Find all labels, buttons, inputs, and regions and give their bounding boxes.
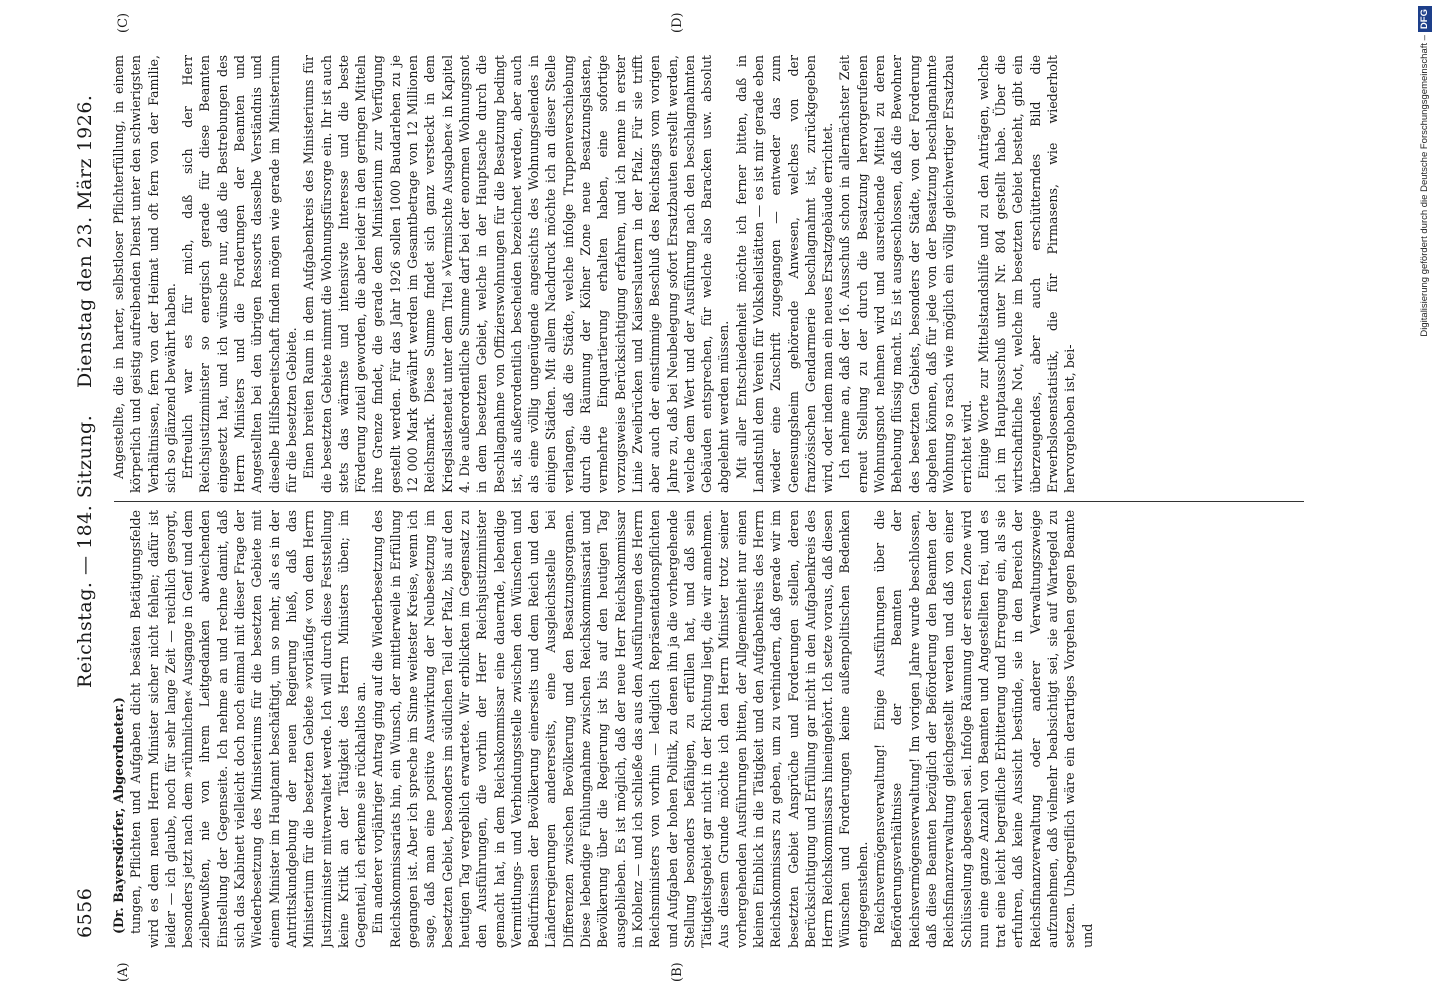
digitization-watermark — [1418, 6, 1432, 398]
paragraph: Einige Worte zur Mittelstandshilfe und zu den Anträgen, welche ich im Hauptausschuß unter Nr. 804 gestellt habe. Über die wirtschaftliche Not, welche im besetzten Gebiet besteht, gibt ein überzeugendes, aber auch erschütterndes Bild die Erwerbslosenstatistik, die für Pirmasens, wie wiederholt hervorgehoben ist, bei- — [975, 55, 1078, 493]
running-title: Reichstag. — 184. Sitzung. — [74, 414, 96, 688]
page-header — [70, 48, 100, 948]
right-column — [110, 55, 1310, 493]
paragraph: Einen breiten Raum in dem Aufgabenkreis des Ministeriums für die besetzten Gebiete nimmt die Wohnungsfürsorge ein. Ihr ist auch stets das wärmste und intensivste Interesse und die beste Förderung zuteil geworden, die aber leider in den geringen Mitteln ihre Grenze findet, die gerade dem Ministerium zur Verfügung gestellt werden. Für das Jahr 1926 sollen 1000 Baudarlehen zu je 12 000 Mark gewährt werden im Gesamtbetrage von 12 Millionen Reichsmark. Diese Summe findet sich ganz versteckt in dem Kriegslastenetat unter dem Titel »Vermischte Ausgaben« in Kapitel 4. Die außerordentliche Summe darf bei der enormen Wohnungsnot in dem besetzten Gebiet, welche in der Hauptsache durch die Beschlagnahme von Offizierswohnungen für die Besatzung bedingt ist, als außerordentlich bescheiden bezeichnet werden, aber auch als eine völlig ungenügende angesichts des Wohnungselendes in einigen Städten. Mit allem Nachdruck möchte ich an dieser Stelle verlangen, daß die Städte, welche infolge Truppenverschiebung durch die Räumung der Kölner Zone neue Besatzungslasten, vermehrte Einquartierung erhalten haben, eine sofortige vorzugsweise Berücksichtigung erfahren, und ich nenne in erster Linie Zweibrücken und Kaiserslautern in der Pfalz. Für sie trifft aber auch der einstimmige Beschluß des Reichstags vom vorigen Jahre zu, daß bei Neubelegung sofort Ersatzbauten erstellt werden, welche dem Wert und der Ausführung nach den beschlagnahmten Gebäuden entsprechen, für welche also Baracken usw. absolut abgelehnt werden müssen. — [301, 55, 732, 493]
watermark-text-block — [1418, 6, 1432, 398]
document-sheet — [70, 12, 1320, 982]
margin-marker-d: (D) — [670, 12, 685, 33]
paragraph: Erfreulich war es für mich, daß sich der Herr Reichsjustizminister so energisch gerade für diese Beamten eingesetzt hat, und ich wünsche nur, daß die Bestrebungen des Herrn Ministers und die Forderungen der Beamten und Angestellten bei den übrigen Ressorts dasselbe Verständnis und dieselbe Hilfsbereitschaft finden mögen wie gerade im Ministerium für die besetzten Gebiete. — [180, 55, 299, 493]
page-number: 6556 — [74, 887, 96, 938]
dfg-logo: DFG — [1418, 6, 1432, 32]
paragraph: Mit aller Entschiedenheit möchte ich ferner bitten, daß in Landstuhl dem Verein für Volksheilstätten — es ist mir gerade eben wieder eine Zuschrift zugegangen — entweder das zum Genesungsheim gehörende Anwesen, welches von der französischen Gendarmerie beschlagnahmt ist, zurückgegeben wird, oder indem man ein neues Ersatzgebäude errichtet. — [733, 55, 836, 493]
paragraph: Reichsvermögensverwaltung! Einige Ausführungen über die Beförderungsverhältnisse der Beamten der Reichsvermögensverwaltung! Im vorigen Jahre wurde beschlossen, daß diese Beamten bezüglich der Beförderung den Beamten der Reichsfinanzverwaltung gleichgestellt werden und daß von einer Schlüsselung abgesehen sei. Infolge Räumung der ersten Zone wird nun eine ganze Anzahl von Beamten und Angestellten frei, und es trat eine leicht begreifliche Erbitterung und Erregung ein, als sie erfuhren, daß keine Aussicht bestünde, sie in den Bereich der Reichsfinanzverwaltung oder anderer Verwaltungszweige aufzunehmen, daß vielmehr beabsichtigt sei, sie auf Wartegeld zu setzen. Unbegreiflich wäre ein derartiges Vorgehen gegen Beamte und — [872, 510, 1095, 948]
margin-marker-a: (A) — [116, 962, 131, 982]
column-divider — [114, 501, 1304, 502]
running-date: Dienstag den 23. März 1926. — [74, 94, 96, 388]
paragraph: Ein anderer vorjähriger Antrag ging auf die Wiederbesetzung des Reichskommissariats hin, ein Wunsch, der mittlerweile in Erfüllung gegangen ist. Aber ich spreche im Sinne weitester Kreise, wenn ich sage, daß man eine positive Auswirkung der Neubesetzung im besetzten Gebiet, besonders im südlichen Teil der Pfalz, bis auf den heutigen Tag vergeblich erwartete. Wir erblickten im Gegensatz zu den Ausführungen, die vorhin der Herr Reichsjustizminister gemacht hat, in dem Reichskommissar eine dauernde, lebendige Vermittlungs- und Verbindungsstelle zwischen den Wünschen und Bedürfnissen der Bevölkerung einerseits und dem Reich und den Länderregierungen andererseits, eine Ausgleichsstelle bei Differenzen zwischen Bevölkerung und den Besatzungsorganen. Diese lebendige Fühlungnahme zwischen Reichskommissariat und Bevölkerung über die Regierung ist bis auf den heutigen Tag ausgeblieben. Es ist möglich, daß der neue Herr Reichskommissar in Koblenz — und ich schließe das aus den Ausführungen des Herrn Reichsministers von vorhin — lediglich Repräsentationspflichten und Aufgaben der hohen Politik, zu denen ihn ja die vorhergehende Stellung besonders befähigen, zu erfüllen hat, und daß sein Tätigkeitsgebiet gar nicht in der Richtung liegt, die wir annehmen. Aus diesem Grunde möchte ich den Herrn Minister trotz seiner vorhergehenden Ausführungen bitten, der Allgemeinheit nur einen kleinen Einblick in die Tätigkeit und den Aufgabenkreis des Herrn Reichskommissars zu geben, um zu verhindern, daß gerade wir im besetzten Gebiet Ansprüche und Forderungen stellen, deren Berücksichtigung und Erfüllung gar nicht in den Aufgabenkreis des Herrn Reichskommissars hineingehört. Ich setze voraus, daß diesen Wünschen und Forderungen keine außenpolitischen Bedenken entgegenstehen. — [370, 510, 870, 948]
speaker-line: (Dr. Bayersdörfer, Abgeordneter.) — [111, 697, 126, 934]
left-column — [110, 510, 1310, 948]
paragraph: Ich nehme an, daß der 16. Ausschuß schon in allernächster Zeit erneut Stellung zu der durch die Besatzung hervorgerufenen Wohnungsnot nehmen wird und ausreichende Mittel zu deren Behebung flüssig macht. Es ist ausgeschlossen, daß die Bewohner des besetzten Gebiets, besonders der Städte, von der Forderung abgehen können, daß für jede von der Besatzung beschlagnahmte Wohnung so rasch wie möglich ein völlig gleichwertiger Ersatzbau errichtet wird. — [837, 55, 974, 493]
paragraph: tungen, Pflichten und Aufgaben dicht besäten Betätigungsfelde wird es dem neuen Herrn Minister sicher nicht fehlen; dafür ist leider — ich glaube, noch für sehr lange Zeit — reichlich gesorgt, besonders jetzt nach dem »rühmlichen« Ausgange in Genf und dem zielbewußten, nie von ihrem Leitgedanken abweichenden Einstellung der Gegenseite. Ich nehme an und rechne damit, daß sich das Kabinett vielleicht doch noch einmal mit dieser Frage der Wiederbesetzung des Ministeriums für die besetzten Gebiete mit einem Minister im Hauptamt beschäftigt, um so mehr, als es in der Antrittskundgebung der neuen Regierung hieß, daß das Ministerium für die besetzten Gebiete »vorläufig« von dem Herrn Justizminister mitverwaltet werde. Ich will durch diese Feststellung keine Kritik an der Tätigkeit des Herrn Ministers üben; im Gegenteil, ich erkenne sie rückhaltlos an. — [128, 510, 369, 948]
paragraph: Angestellte, die in harter, selbstloser Pflichterfüllung, in einem körperlich und geistig aufreibenden Dienst unter den schwierigsten Verhältnissen, fern von der Heimat und oft fern von der Familie, sich so glänzend bewährt haben. — [111, 55, 178, 493]
watermark-text: Digitalisierung gefördert durch die Deutsche Forschungsgemeinschaft – — [1419, 35, 1430, 337]
margin-marker-c: (C) — [116, 12, 131, 33]
margin-marker-b: (B) — [670, 962, 685, 982]
